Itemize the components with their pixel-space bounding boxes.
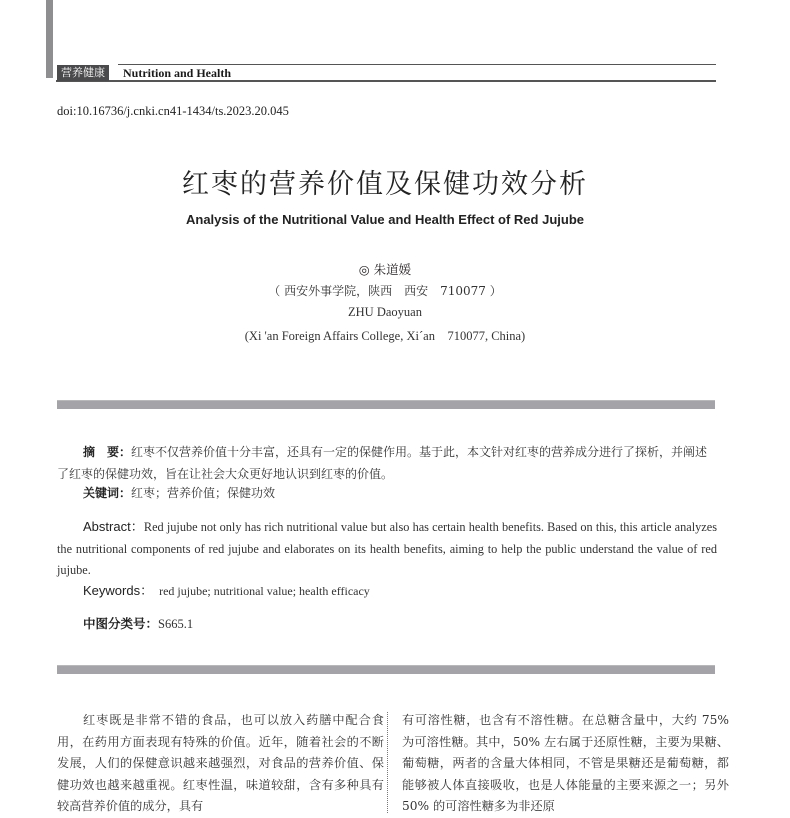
abstract-cn xyxy=(57,441,717,485)
clc-label: 中图分类号： xyxy=(83,616,159,631)
classification-number xyxy=(83,614,193,632)
abstract-cn-label: 摘 要： xyxy=(83,445,132,459)
keywords-en-label: Keywords： xyxy=(83,583,154,598)
keywords-cn-label: 关键词： xyxy=(83,486,132,500)
keywords-en xyxy=(83,580,370,599)
divider-rule xyxy=(57,400,715,409)
keywords-cn-text: 红枣；营养价值；保健功效 xyxy=(131,486,276,500)
author-en: ZHU Daoyuan xyxy=(348,305,422,319)
divider-rule xyxy=(57,665,715,674)
article-title-cn: 红枣的营养价值及保健功效分析 xyxy=(182,169,588,200)
affiliation-cn: （ 西安外事学院，陕西 西安 710077 ） xyxy=(268,284,502,298)
left-margin-bar xyxy=(46,0,53,78)
article-title-en: Analysis of the Nutritional Value and Health Effect of Red Jujube xyxy=(185,212,584,227)
keywords-en-text: red jujube; nutritional value; health efficacy xyxy=(159,584,370,598)
body-left-column: 红枣既是非常不错的食品，也可以放入药膳中配合食用，在药用方面表现有特殊的价值。近年，随着社会的不断发展，人们的保健意识越来越强烈，对食品的营养价值、保健功效也越来越重视。红枣性温，味道较甜，含有多种具有较高营养价值的成分，具有 xyxy=(57,713,384,813)
author-cn: ◎ 朱道媛 xyxy=(358,262,412,277)
section-title-en: Nutrition and Health xyxy=(123,66,232,80)
section-tag: 营养健康 xyxy=(57,65,109,81)
body-right-column: 有可溶性糖，也含有不溶性糖。在总糖含量中，大约 75% 为可溶性糖。其中，50% 左右属于还原性糖，主要为果糖、葡萄糖，两者的含量大体相同，不管是果糖还是葡萄糖，都能够被人体直接吸收，也是人体能量的主要来源之一；另外 50% 的可溶性糖多为非还原 xyxy=(402,713,729,813)
affiliation-en: (Xi 'an Foreign Affairs College, Xi´an 710077, China) xyxy=(244,329,526,343)
abstract-en-label: Abstract： xyxy=(83,519,144,534)
clc-value: S665.1 xyxy=(158,617,194,631)
keywords-cn xyxy=(83,484,275,501)
abstract-cn-text: 红枣不仅营养价值十分丰富，还具有一定的保健作用。基于此，本文针对红枣的营养成分进行了探析，并阐述了红枣的保健功效，旨在让社会大众更好地认识到红枣的价值。 xyxy=(57,445,708,481)
abstract-en-text: Red jujube not only has rich nutritional value but also has certain health benefits. Based on this, this article analyzes the nutritional components of red jujube and elaborates on its health benefits, aiming to help the public understand the value of red jujube. xyxy=(57,520,717,577)
column-divider xyxy=(387,712,388,813)
doi: doi:10.16736/j.cnki.cn41-1434/ts.2023.20.045 xyxy=(57,104,289,118)
abstract-en xyxy=(57,516,717,582)
